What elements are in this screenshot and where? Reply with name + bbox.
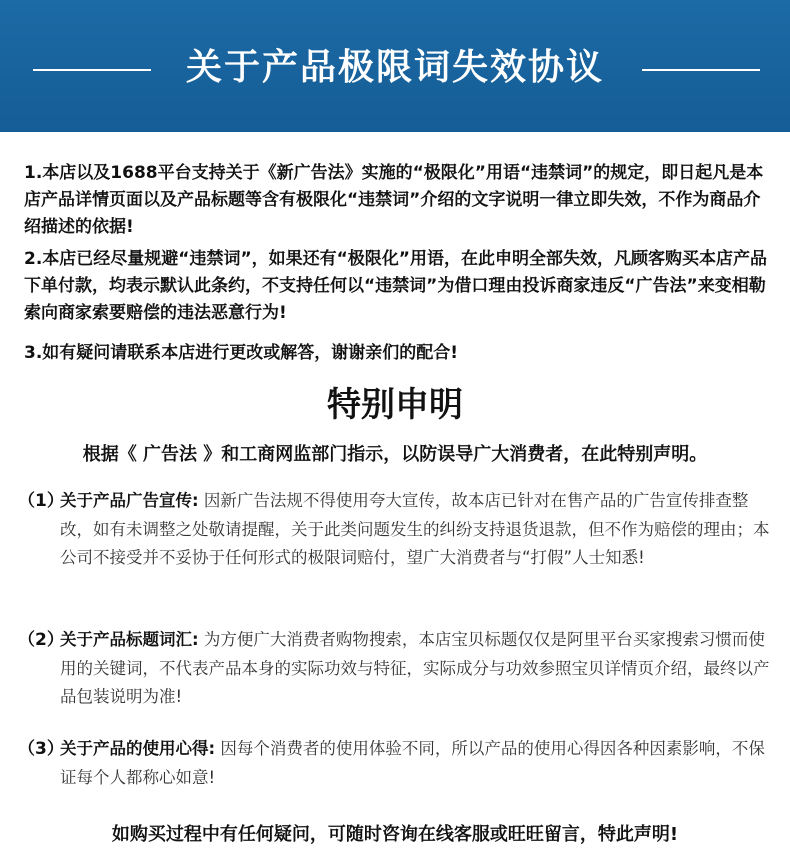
special-statement-title: 特别申明 — [327, 385, 463, 425]
item-label: 关于产品标题词汇: — [60, 630, 199, 649]
item-number: （3） — [18, 739, 64, 759]
item-text: 为方便广大消费者购物搜索，本店宝贝标题仅仅是阿里平台买家搜索习惯而使用的关键词，不代表产品本身的实际功效与特征，实际成分与功效参照宝贝详情页介绍，最终以产品包装说明为准! — [60, 630, 770, 706]
item-body — [60, 626, 776, 712]
item-number: （2） — [18, 630, 64, 650]
clause-1: 1.本店以及1688平台支持关于《新广告法》实施的“极限化”用语“违禁词”的规定，即日起凡是本店产品详情页面以及产品标题等含有极限化“违禁词”介绍的文字说明一律立即失效，不作为商品介绍描述的依据! — [24, 163, 764, 237]
item-text: 因每个消费者的使用体验不同，所以产品的使用心得因各种因素影响，不保证每个人都称心如意! — [60, 739, 765, 787]
clause-2: 2.本店已经尽量规避“违禁词”，如果还有“极限化”用语，在此申明全部失效，凡顾客购买本店产品下单付款，均表示默认此条约，不支持任何以“违禁词”为借口理由投诉商家违反“广告法”来变相勒索向商家索要赔偿的违法恶意行为! — [24, 249, 767, 323]
item-body — [60, 735, 776, 792]
header-banner — [0, 0, 790, 132]
footer-note: 如购买过程中有任何疑问，可随时咨询在线客服或旺旺留言，特此声明! — [111, 824, 679, 845]
page-title: 关于产品极限词失效协议 — [185, 47, 604, 88]
item-label: 关于产品广告宣传: — [60, 491, 199, 510]
header-divider-right — [642, 69, 760, 71]
clause-3: 3.如有疑问请联系本店进行更改或解答，谢谢亲们的配合! — [24, 343, 459, 363]
item-body — [60, 487, 776, 573]
special-statement-subtitle: 根据《 广告法 》和工商网监部门指示，以防误导广大消费者，在此特别声明。 — [82, 444, 708, 465]
item-label: 关于产品的使用心得: — [60, 739, 216, 758]
item-number: （1） — [18, 491, 64, 511]
item-text: 因新广告法规不得使用夸大宣传，故本店已针对在售产品的广告宣传排查整改，如有未调整之处敬请提醒，关于此类问题发生的纠纷支持退货退款，但不作为赔偿的理由；本公司不接受并不妥协于任何形式的极限词赔付，望广大消费者与“打假”人士知悉! — [60, 491, 770, 567]
